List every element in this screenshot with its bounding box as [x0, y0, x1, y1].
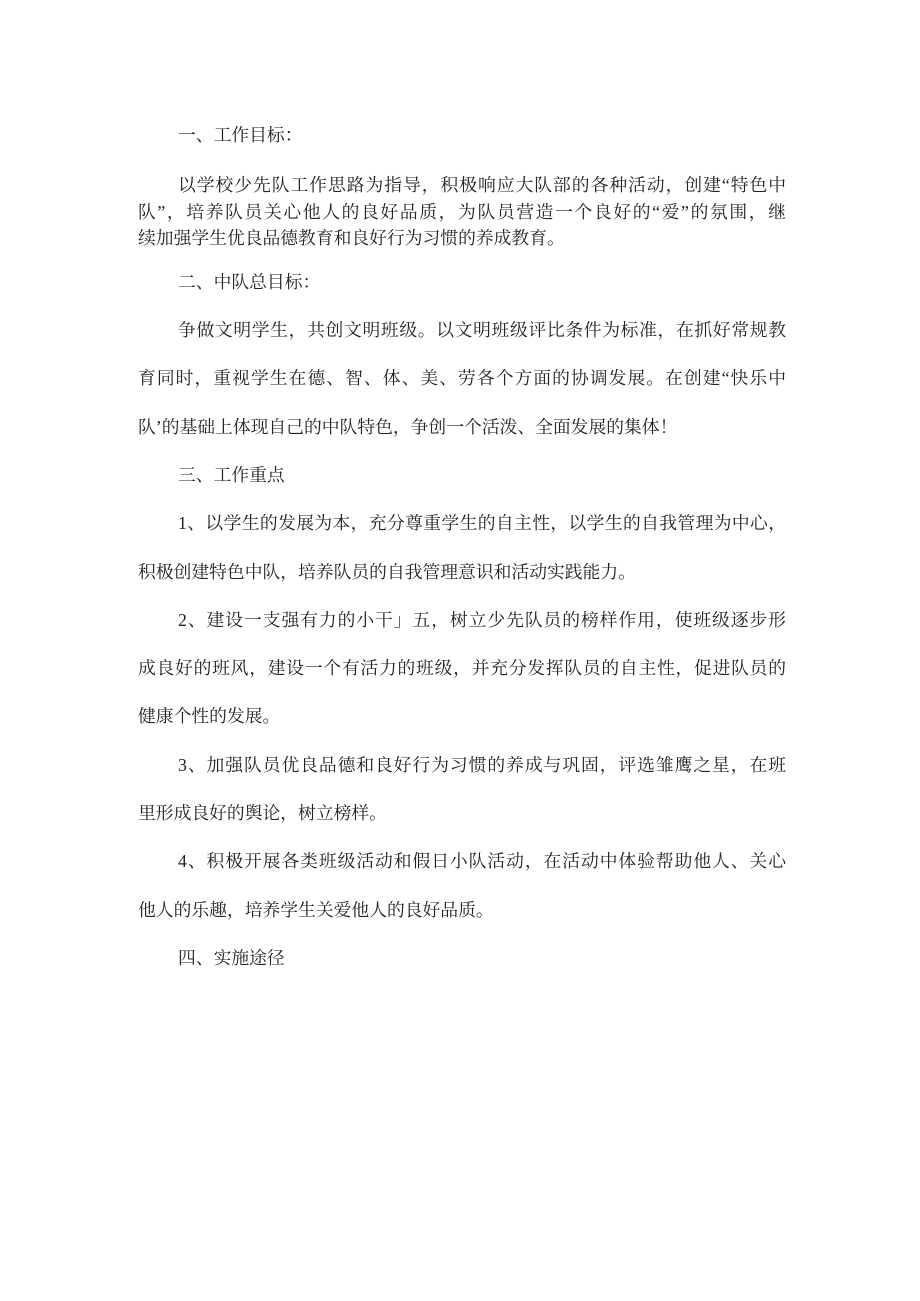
- text-line: 积极创建特色中队，培养队员的自我管理意识和活动实践能力。: [138, 561, 636, 582]
- section-heading-work-goals: 一、工作目标：: [178, 125, 303, 145]
- paragraph-squad-goals: [138, 306, 786, 451]
- section-heading-key-work: 三、工作重点: [178, 464, 285, 485]
- paragraph-key-work-4: [138, 837, 786, 934]
- text-line: 争做文明学生，共创文明班级。以文明班级评比条件为标准，在抓好常规教: [178, 320, 786, 341]
- text-line: 成良好的班风，建设一个有活力的班级，并充分发挥队员的自主性，促进队员的: [138, 658, 786, 679]
- text-line: 队”，培养队员关心他人的良好品质，为队员营造一个良好的“爱”的氛围，继: [138, 201, 786, 222]
- text-line: 以学校少先队工作思路为指导，积极响应大队部的各种活动，创建“特色中: [178, 175, 786, 196]
- text-line: 里形成良好的舆论，树立榜样。: [138, 803, 387, 824]
- paragraph-work-goals: [138, 172, 786, 252]
- text-line: 1、以学生的发展为本，充分尊重学生的自主性，以学生的自我管理为中心，: [178, 513, 786, 534]
- text-line: 他人的乐趣，培养学生关爱他人的良好品质。: [138, 899, 494, 920]
- paragraph-key-work-3: [138, 741, 786, 838]
- document-body: [138, 111, 786, 982]
- text-line: 续加强学生优良品德教育和良好行为习惯的养成教育。: [138, 228, 565, 249]
- text-line: 队’的基础上体现自己的中队特色，争创一个活泼、全面发展的集体！: [138, 416, 678, 437]
- text-line: 4、积极开展各类班级活动和假日小队活动，在活动中体验帮助他人、关心: [178, 851, 786, 872]
- text-line: 3、加强队员优良品德和良好行为习惯的养成与巩固，评选雏鹰之星，在班: [178, 754, 786, 775]
- section-heading-squad-goals: 二、中队总目标：: [178, 271, 321, 292]
- text-line: 2、建设一支强有力的小干」五，树立少先队员的榜样作用，使班级逐步形: [178, 609, 786, 630]
- text-line: 育同时，重视学生在德、智、体、美、劳各个方面的协调发展。在创建“快乐中: [138, 368, 786, 389]
- paragraph-key-work-2: [138, 596, 786, 741]
- section-heading-implementation: 四、实施途径: [178, 947, 285, 968]
- text-line: 健康个性的发展。: [138, 706, 281, 727]
- paragraph-key-work-1: [138, 499, 786, 596]
